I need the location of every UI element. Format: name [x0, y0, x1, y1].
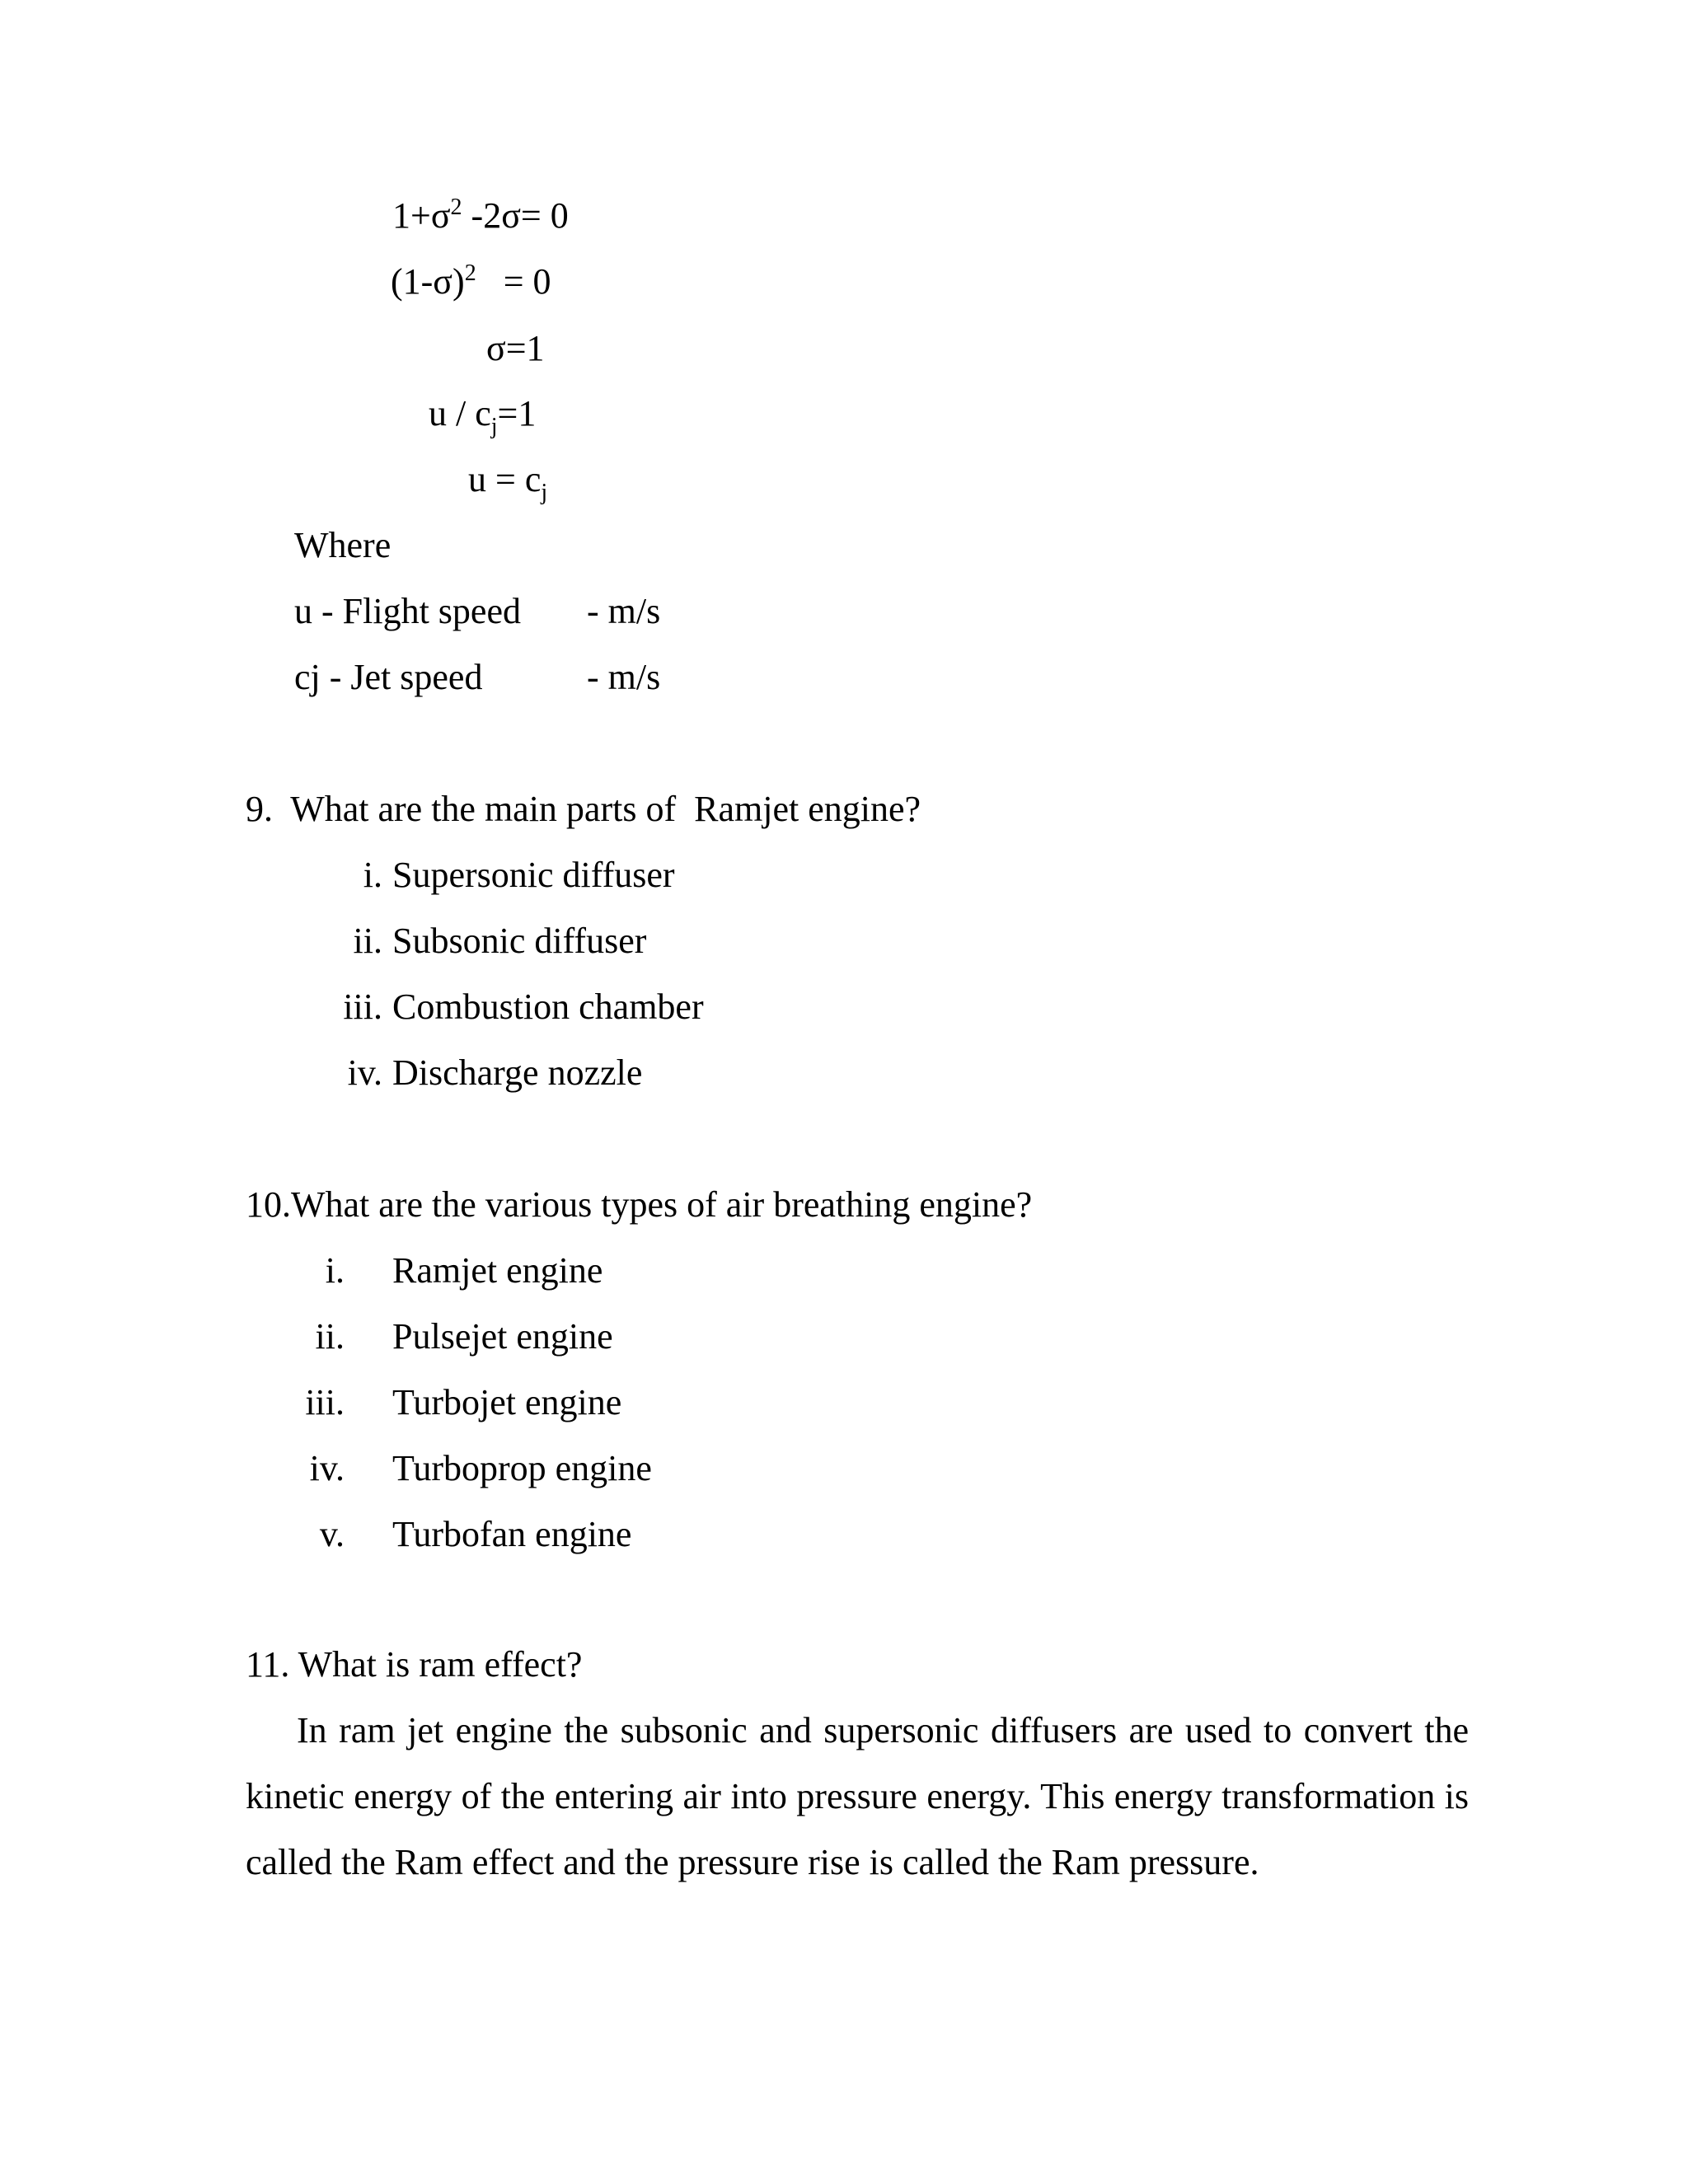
definition-unit: - m/s: [587, 657, 661, 697]
equation-1: $1+\sigma^2$ -2σ= 0: [392, 194, 569, 236]
list-number: iii.: [305, 1382, 345, 1422]
question-10: 10.What are the various types of air breathing engine?: [246, 1184, 1033, 1225]
list-number: ii.: [315, 1316, 345, 1357]
list-number: iv.: [309, 1448, 345, 1488]
equation-3: σ=1: [486, 328, 545, 368]
list-item: Supersonic diffuser: [392, 855, 675, 895]
list-number: i.: [363, 855, 382, 895]
equation-4: $u / c_j=1$: [429, 393, 537, 439]
answer-paragraph: In ram jet engine the subsonic and supersonic diffusers are used to convert the kinetic energy of the entering air into pressure energy. This energy transformation is called the Ram effect and the pressure rise is called the Ram pressure.: [246, 1710, 1469, 1882]
definition-term: u - Flight speed: [294, 591, 521, 631]
list-item: Turbojet engine: [392, 1382, 622, 1422]
where-label: Where: [294, 525, 392, 565]
equation-5: $u = c_j$: [468, 459, 548, 505]
list-item: Turboprop engine: [392, 1448, 652, 1488]
equation-2: $(1-\sigma)^2 = 0$: [391, 260, 551, 302]
list-number: v.: [319, 1514, 345, 1554]
question-9: 9. What are the main parts of Ramjet engine?: [246, 789, 921, 829]
definition-unit: - m/s: [587, 591, 661, 631]
list-number: iii.: [343, 987, 382, 1027]
question-11: 11. What is ram effect?: [246, 1644, 583, 1685]
list-item: Turbofan engine: [392, 1514, 632, 1554]
definition-term: cj - Jet speed: [294, 657, 483, 697]
list-number: iv.: [347, 1052, 382, 1093]
list-number: i.: [325, 1250, 345, 1291]
list-item: Pulsejet engine: [392, 1316, 613, 1357]
list-item: Combustion chamber: [392, 987, 704, 1027]
list-item: Subsonic diffuser: [392, 921, 647, 961]
list-item: Ramjet engine: [392, 1250, 603, 1291]
list-number: ii.: [353, 921, 382, 961]
list-item: Discharge nozzle: [392, 1052, 643, 1093]
